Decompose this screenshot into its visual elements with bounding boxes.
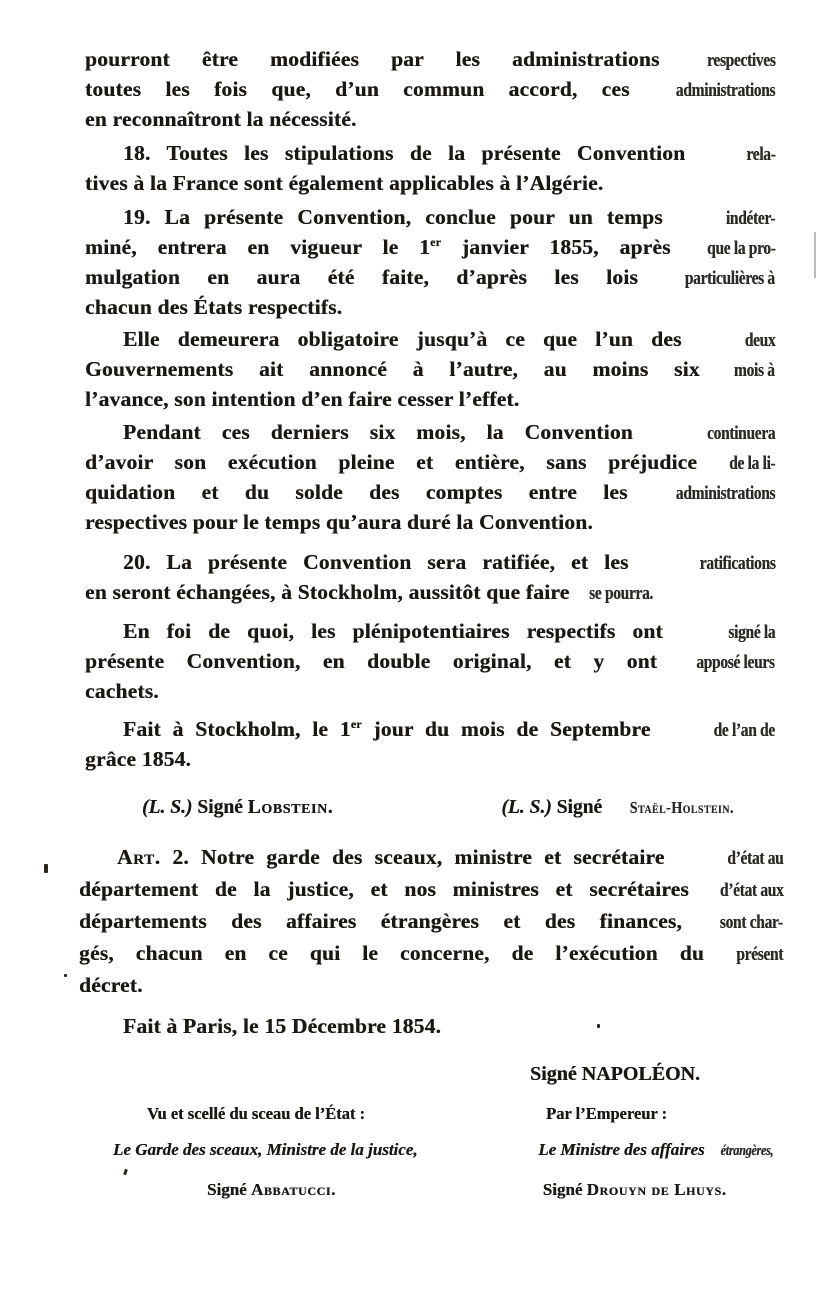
attestation-row <box>85 1099 775 1128</box>
text-line: en reconnaîtront la nécessité. <box>85 107 357 131</box>
attestation-row-left: Vu et scellé du sceau de l’État : <box>147 1104 365 1123</box>
signatures-stockholm-right: (L. S.) Signé Staël-Holstein. <box>501 797 733 818</box>
text-line: présente Convention, en double original, et y ont apposé leurs <box>85 649 775 673</box>
text-line: En foi de quoi, les plénipotentiaires respectifs ont signé la <box>123 619 775 643</box>
text-line: Pendant ces derniers six mois, la Convention continuera <box>123 420 775 444</box>
article-19 <box>85 203 775 322</box>
text-line: toutes les fois que, d’un commun accord, ces administrations <box>85 77 775 101</box>
signature-napoleon-text: Signé NAPOLÉON. <box>529 1063 700 1085</box>
text-line: gés, chacun en ce qui le concerne, de l’exécution du présent <box>79 941 783 965</box>
text-line: décret. <box>79 973 143 997</box>
text-line: Elle demeurera obligatoire jusqu’à ce que l’un des deux <box>123 327 775 351</box>
attestation-row-right: Par l’Empereur : <box>546 1104 667 1123</box>
para-fait-paris <box>85 1012 775 1041</box>
scan-edge-line <box>814 232 816 278</box>
scan-speck <box>44 864 48 873</box>
scan-speck <box>597 1024 600 1028</box>
text-line: Fait à Paris, le 15 Décembre 1854. <box>123 1014 442 1038</box>
signatures-stockholm-left: (L. S.) Signé Lobstein. <box>142 797 333 818</box>
signatures-paris-right: Signé Drouyn de Lhuys. <box>542 1180 726 1199</box>
text-line: respectives pour le temps qu’aura duré la Convention. <box>85 510 593 534</box>
text-line: 18. Toutes les stipulations de la présente Convention rela- <box>123 141 775 165</box>
text-line: en seront échangées, à Stockholm, aussitôt que faire se pourra. <box>85 580 653 604</box>
para-en-foi <box>85 617 775 706</box>
titles-row <box>85 1135 775 1166</box>
text-line: d’avoir son exécution pleine et entière, sans préjudice de la li- <box>85 450 775 474</box>
text-line: département de la justice, et nos ministres et secrétaires d’état aux <box>79 877 783 901</box>
text-line: pourront être modifiées par les administrations respectives <box>85 47 775 71</box>
article-20 <box>85 548 775 608</box>
scan-speck <box>64 974 67 977</box>
titles-row-right: Le Ministre des affaires étrangères, <box>538 1140 773 1159</box>
article-2 <box>79 842 783 1000</box>
para-continuation <box>85 45 775 134</box>
para-duration <box>85 325 775 414</box>
text-line: quidation et du solde des comptes entre les administrations <box>85 480 775 504</box>
text-line: départements des affaires étrangères et des finances, sont char- <box>79 909 783 933</box>
text-line: mulgation en aura été faite, d’après les lois particulières à <box>85 265 775 289</box>
text-line: 20. La présente Convention sera ratifiée, et les ratifications <box>123 550 775 574</box>
para-fait-stockholm <box>85 715 775 774</box>
article-18 <box>85 139 775 198</box>
text-line: chacun des États respectifs. <box>85 295 343 319</box>
signatures-paris <box>85 1175 775 1204</box>
signatures-paris-left: Signé Abbatucci. <box>207 1180 336 1199</box>
text-line: tives à la France sont également applicables à l’Algérie. <box>85 171 604 195</box>
text-line: Fait à Stockholm, le 1er jour du mois de Septembre de l’an de <box>123 716 776 741</box>
titles-row-left: Le Garde des sceaux, Ministre de la justice, <box>113 1140 418 1159</box>
signatures-stockholm <box>85 793 775 822</box>
text-line: Art. 2. Notre garde des sceaux, ministre et secrétaire d’état au <box>117 845 783 869</box>
signature-napoleon <box>85 1063 775 1086</box>
text-line: miné, entrera en vigueur le 1er janvier 1855, après que la pro- <box>85 234 775 259</box>
text-line: grâce 1854. <box>85 747 192 771</box>
para-six-months <box>85 418 775 537</box>
text-line: 19. La présente Convention, conclue pour un temps indéter- <box>123 205 775 229</box>
text-line: l’avance, son intention d’en faire cesser l’effet. <box>85 387 520 411</box>
text-line: cachets. <box>85 679 159 703</box>
text-line: Gouvernements ait annoncé à l’autre, au moins six mois à <box>85 357 775 381</box>
